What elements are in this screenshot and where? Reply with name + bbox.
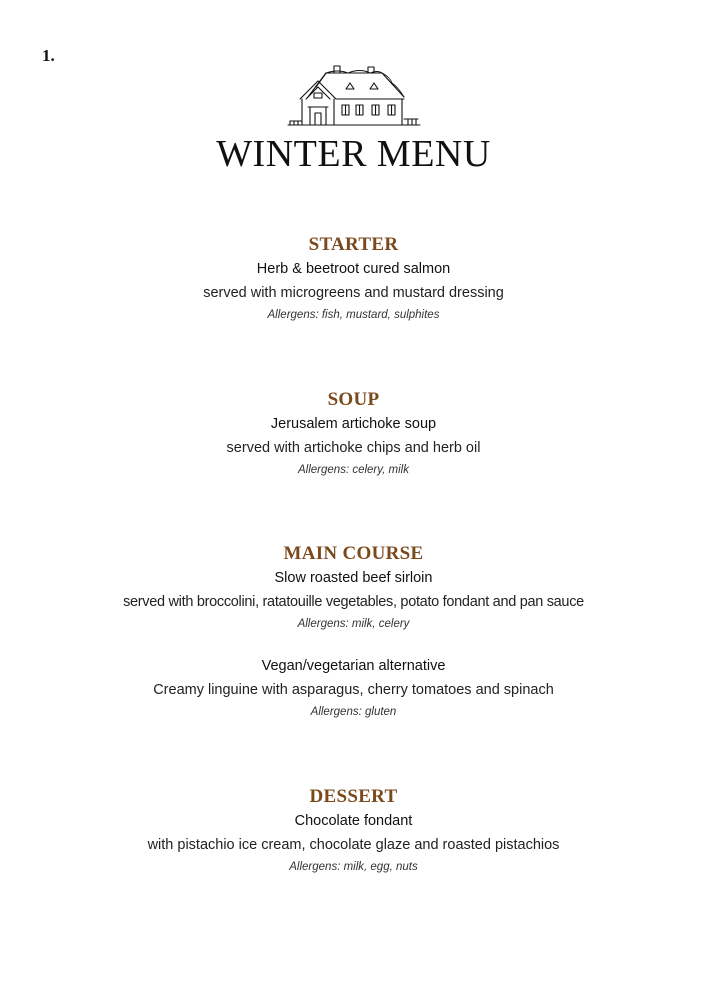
- dish-item: [0, 656, 707, 720]
- dish-description: Creamy linguine with asparagus, cherry tomatoes and spinach: [153, 682, 554, 698]
- section-soup: [0, 388, 707, 478]
- dish-description: served with microgreens and mustard dressing: [203, 285, 504, 301]
- section-main-course: [0, 542, 707, 720]
- dish-name: Chocolate fondant: [294, 813, 413, 829]
- section-heading: SOUP: [327, 389, 380, 410]
- page-number: 1.: [42, 46, 55, 65]
- dish-item: [0, 414, 707, 478]
- dish-allergens: Allergens: gluten: [310, 706, 397, 718]
- dish-name: Herb & beetroot cured salmon: [256, 261, 451, 277]
- dish-name: Jerusalem artichoke soup: [270, 416, 437, 432]
- dish-name: Slow roasted beef sirloin: [274, 570, 433, 586]
- house-logo-icon: [286, 63, 422, 129]
- section-dessert: [0, 785, 707, 875]
- dish-item: [0, 259, 707, 323]
- dish-allergens: Allergens: milk, celery: [297, 618, 410, 630]
- dish-allergens: Allergens: fish, mustard, sulphites: [267, 309, 440, 321]
- section-heading: DESSERT: [309, 786, 398, 807]
- dish-item: [0, 568, 707, 632]
- dish-allergens: Allergens: celery, milk: [298, 464, 409, 476]
- section-heading: STARTER: [308, 234, 399, 255]
- dish-description: served with broccolini, ratatouille vegetables, potato fondant and pan sauce: [123, 594, 584, 610]
- section-heading: MAIN COURSE: [283, 543, 424, 564]
- section-starter: [0, 233, 707, 323]
- dish-name: Vegan/vegetarian alternative: [261, 658, 446, 674]
- dish-description: with pistachio ice cream, chocolate glaze and roasted pistachios: [147, 837, 560, 853]
- menu-title: WINTER MENU: [216, 133, 491, 175]
- dish-description: served with artichoke chips and herb oil: [226, 440, 481, 456]
- dish-item: [0, 811, 707, 875]
- dish-allergens: Allergens: milk, egg, nuts: [289, 861, 418, 873]
